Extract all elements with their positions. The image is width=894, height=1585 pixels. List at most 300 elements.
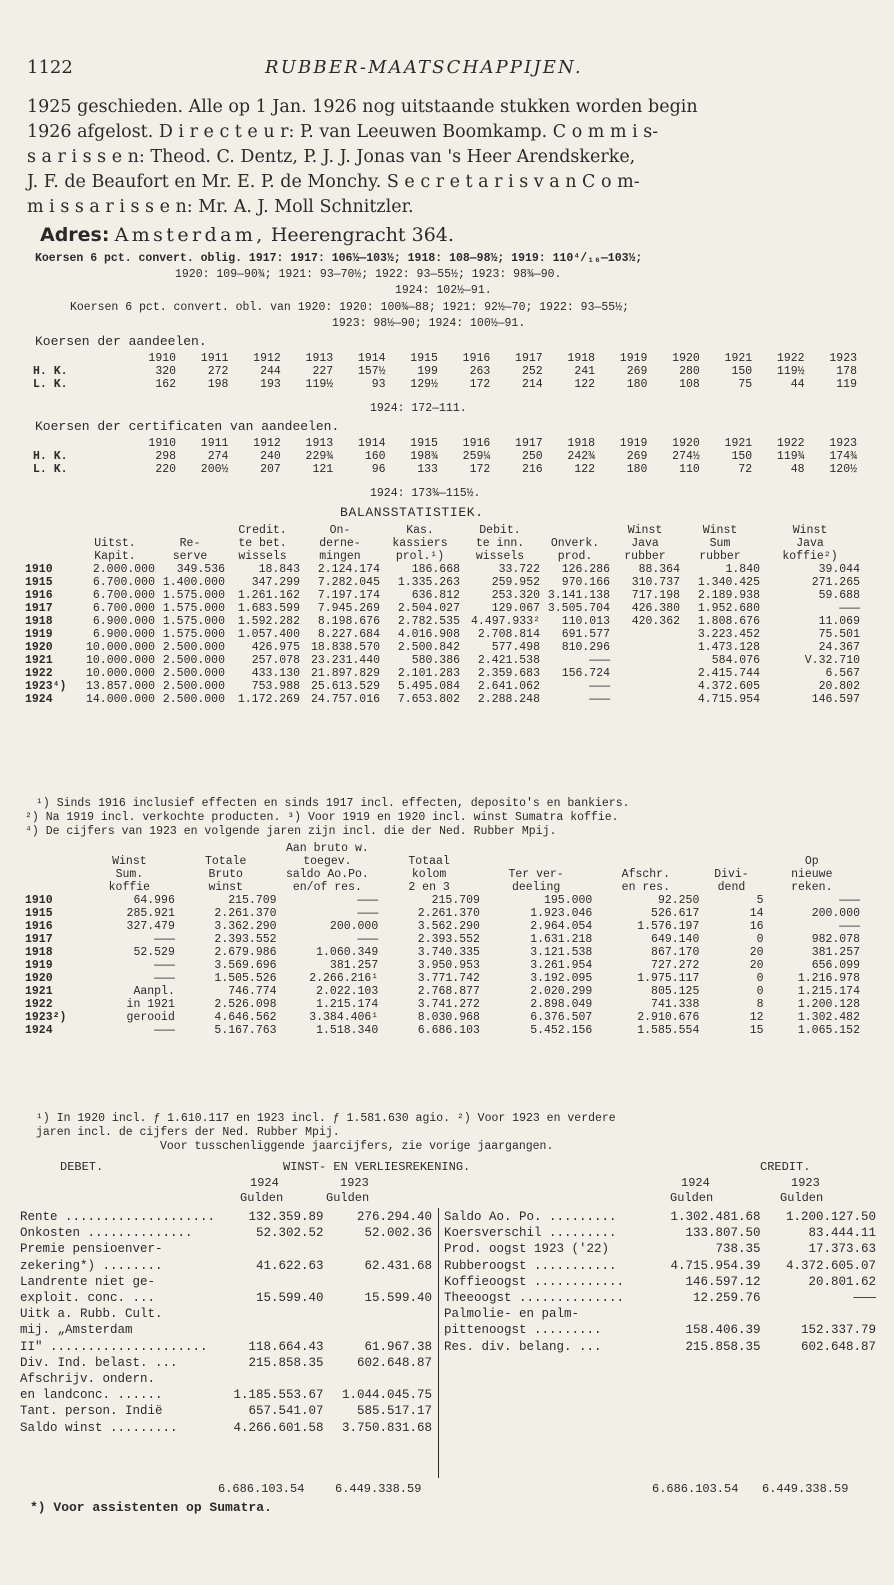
table-cell: 18.838.570 [310,641,380,654]
table-row [25,1011,860,1024]
table-cell: 2.910.676 [637,1011,700,1024]
wv-value-1924: 52.302.52 [256,1226,324,1241]
table-cell: 157½ [357,365,386,378]
table-cell: 2.124.174 [317,563,380,576]
column-header [25,550,75,563]
column-header: prol.¹) [395,550,445,563]
table-cell: 252 [521,365,543,378]
table-cell: 1.592.282 [237,615,300,628]
table-row [25,1024,860,1037]
wv-value-1923: 276.294.40 [356,1210,432,1224]
wv-value-1923: ——— [853,1291,876,1306]
wv-line [20,1403,432,1419]
table-cell: 150 [731,365,753,378]
table-cell: 259¼ [462,450,491,463]
column-header [592,842,699,855]
column-header [155,524,225,537]
table-cell: 2.101.283 [397,667,460,680]
wv-line [444,1274,876,1290]
wv-label: Landrente niet ge- [20,1274,156,1289]
table-cell: 3.950.953 [417,959,480,972]
column-header: Winst [112,855,147,868]
intro-line: m i s s a r i s s e n: Mr. A. J. Moll Schnitzler. [27,197,414,217]
wv-value-1923: 152.337.79 [800,1323,876,1338]
column-header: Sum [709,537,731,550]
column-header: te inn. [475,537,525,550]
column-header [378,842,480,855]
table-cell: 146.597 [811,693,860,706]
table-cell: 263 [469,365,491,378]
row-label [33,437,124,450]
table-cell: 1.261.162 [237,589,300,602]
column-header: On- [329,524,351,537]
wv-label: zekering*) ........ [20,1258,163,1273]
year-header: 1918 [567,352,596,365]
table-cell: 24.757.016 [310,693,380,706]
wv-value-1924 [645,1306,761,1322]
table-cell: 433.130 [251,667,300,680]
wv-value-1923: 1.044.045.75 [341,1388,432,1403]
table-cell: 6.700.000 [92,602,155,615]
column-header: kassiers [392,537,448,550]
wv-value-1923: 602.648.87 [800,1339,876,1354]
row-label: H. K. [33,365,68,378]
table-cell: 2.504.027 [397,602,460,615]
wv-value-1923: 4.372.605.07 [785,1258,876,1273]
wv-label: Koersverschil ......... [444,1226,617,1241]
column-header [699,855,763,868]
table-cell: 119½ [776,365,805,378]
row-year: 1923⁴) [25,680,67,693]
table-cell: 1.335.263 [397,576,460,589]
table-cell: 810.296 [561,641,610,654]
table-cell: 172 [469,463,491,476]
table-cell: 200.000 [329,920,379,933]
adres-label: Adres: [40,224,110,246]
balans-footnote: ¹) Sinds 1916 inclusief effecten en sinds 1917 incl. effecten, deposito's en bankiers. [36,797,630,810]
table-cell: 215.709 [228,894,277,907]
table-cell: 1.505.526 [214,972,277,985]
table-cell: 1.585.554 [637,1024,700,1037]
wv-line [444,1322,876,1338]
koersen-aandeelen-table [33,352,857,391]
table-cell: ——— [589,693,610,706]
table-cell: 0 [756,972,764,985]
table-cell: 3.384.406¹ [309,1011,379,1024]
table-cell: 6.700.000 [92,589,155,602]
table-header-row [25,881,860,894]
table-cell: 3.223.452 [697,628,760,641]
table-cell: 272 [207,365,229,378]
column-header: rubber [624,550,666,563]
table-cell: 3.192.095 [530,972,593,985]
wv-line [20,1225,432,1241]
table-row [33,463,857,476]
column-header: Kas. [406,524,434,537]
table-cell: 198¾ [410,450,438,463]
table-cell: 110.013 [561,615,610,628]
table-cell: 72 [738,463,753,476]
table-cell: 4.372.605 [697,680,760,693]
debet-label: DEBET. [60,1160,104,1174]
wv-line [20,1274,432,1290]
table-cell: 1.975.117 [637,972,700,985]
wv-value-1924: 657.541.07 [248,1404,324,1419]
table-cell: 8.198.676 [317,615,380,628]
intro-line: 1926 afgelost. D i r e c t e u r: P. van Leeuwen Boomkamp. C o m m i s- [27,122,659,142]
column-header: Java [631,537,659,550]
column-header: te bet. [238,537,287,550]
column-header [540,524,610,537]
column-header: koffie [108,881,151,894]
column-header [592,855,699,868]
column-header: nieuwe [791,868,833,881]
wv-label: Afschrijv. ondern. [20,1372,156,1387]
column-header: deeling [511,881,561,894]
column-header: en/of res. [292,881,362,894]
year-header: 1910 [148,437,177,450]
table-cell: 3.771.742 [417,972,480,985]
table-cell: 2.266.216¹ [309,972,379,985]
table-cell: 129.067 [491,602,540,615]
column-header: Kapit. [94,550,136,563]
table-cell: 753.988 [251,680,300,693]
table-row [33,378,857,391]
wv-value-1923: 17.373.63 [808,1242,876,1257]
year-header: 1920 [672,352,700,365]
year-header: 1915 [410,437,438,450]
table-cell: 119½ [305,378,334,391]
table-cell: 269 [626,365,648,378]
table-cell: 242¾ [567,450,596,463]
column-header: wissels [238,550,287,563]
wv-line [20,1209,432,1225]
wv-right-year-1923: 1923 [791,1176,820,1190]
table-cell: 2.020.299 [530,985,593,998]
table-cell: 727.272 [651,959,700,972]
balans-title: BALANSSTATISTIEK. [340,505,484,520]
table-cell: ——— [839,602,860,615]
table-cell: 207 [260,463,281,476]
table-cell: in 1921 [126,998,175,1011]
year-header: 1919 [619,352,648,365]
table-header-row [25,550,860,563]
wv-value-1924: 158.406.39 [685,1323,761,1338]
table-header-row [25,855,860,868]
wv-value-1923: 20.801.62 [808,1274,876,1289]
wv-label: Premie pensioenver- [20,1242,163,1257]
table-cell: 1.057.400 [237,628,300,641]
row-label [33,352,124,365]
table-cell: 2.500.000 [162,680,225,693]
table-cell: 2.500.000 [162,654,225,667]
year-header: 1918 [567,437,596,450]
table-row [25,920,860,933]
row-year: 1916 [25,589,53,602]
table-cell: 0 [756,933,764,946]
table-cell: 220 [155,463,177,476]
year-header: 1916 [462,352,491,365]
wv-label: Div. Ind. belast. ... [20,1355,178,1370]
table-cell: 584.076 [711,654,760,667]
table-cell: 1.575.000 [162,615,225,628]
wv-line [20,1420,432,1436]
table-cell: 2.708.814 [477,628,540,641]
wv-value-1923 [324,1371,432,1387]
table-cell: 2.261.370 [214,907,277,920]
wv-total-right-1924: 6.686.103.54 [652,1482,739,1496]
row-year: 1915 [25,907,53,920]
wv-label: Onkosten .............. [20,1226,193,1241]
column-header [25,537,75,550]
wv-value-1924: 4.266.601.58 [233,1420,324,1435]
table-cell: 121 [312,463,334,476]
table-cell: 2.768.877 [417,985,480,998]
table-cell: 15 [749,1024,764,1037]
wv-left-year-1923: 1923 [340,1176,369,1190]
column-header: dend [717,881,746,894]
table-row [25,680,860,693]
table-cell: 7.945.269 [317,602,380,615]
table-cell: 75.501 [818,628,860,641]
table-cell: 5.452.156 [530,1024,593,1037]
table-row [25,693,860,706]
table-cell: ——— [154,972,175,985]
table-cell: 280 [679,365,700,378]
running-title: RUBBER-MAATSCHAPPIJEN. [265,57,583,78]
table-cell: 3.261.954 [530,959,593,972]
wv-value-1923: 1.200.127.50 [785,1210,876,1224]
table-cell: 656.099 [811,959,860,972]
table-cell: 349.536 [176,563,225,576]
wv-value-1923 [324,1306,432,1322]
row-year: 1922 [25,998,53,1011]
row-year: 1910 [25,563,53,576]
table-cell: ——— [357,933,379,946]
table-cell: 2.500.000 [162,641,225,654]
table-cell: 4.646.562 [214,1011,277,1024]
table-cell: 5.495.084 [397,680,460,693]
table-cell: 10.000.000 [85,654,155,667]
table-cell: 200½ [200,463,229,476]
column-header: Java [796,537,824,550]
table-cell: 14 [749,907,764,920]
credit-label: CREDIT. [760,1160,811,1174]
column-header [25,842,84,855]
koersen-oblig-line: 1924: 102½—91. [395,284,492,297]
table-cell: 229¾ [305,450,334,463]
table-cell: 16 [749,920,764,933]
table-cell: 6.686.103 [417,1024,480,1037]
row-year: 1924 [25,1024,53,1037]
table-cell: ——— [154,1024,175,1037]
table-row [25,946,860,959]
column-header: Onverk. [550,537,600,550]
wv-title: WINST- EN VERLIESREKENING. [283,1160,471,1174]
table-cell: 2.679.986 [214,946,277,959]
wv-value-1923: 83.444.11 [808,1226,876,1241]
table-cell: 172 [469,378,491,391]
table-cell: 1.683.599 [237,602,300,615]
row-year: 1923²) [25,1011,67,1024]
table-cell: 11.069 [818,615,860,628]
table-cell: 347.299 [251,576,300,589]
table-row [33,450,857,463]
table-cell: 274 [207,450,229,463]
table-cell: V.32.710 [804,654,860,667]
wv-value-1923: 52.002.36 [364,1226,432,1241]
wv-value-1924: 4.715.954.39 [670,1258,761,1273]
table-cell: 1.473.128 [697,641,760,654]
row-year: 1915 [25,576,53,589]
table-cell: 241 [574,365,596,378]
table-cell: 180 [626,463,648,476]
table-cell: 150 [731,450,753,463]
wv-total-left-1923: 6.449.338.59 [335,1482,422,1496]
wv-label: Theeoogst .............. [444,1291,625,1306]
table-cell: 227 [312,365,334,378]
table-cell: 1.518.340 [316,1024,379,1037]
koersen-aandeelen-title: Koersen der aandeelen. [35,334,207,349]
table-row [25,985,860,998]
row-label: H. K. [33,450,68,463]
adres [40,224,454,246]
year-header: 1921 [724,352,753,365]
table-cell: 426.975 [251,641,300,654]
column-header [75,524,155,537]
wv-line [20,1241,432,1257]
table-cell: 44 [790,378,805,391]
table-cell: 649.140 [651,933,700,946]
koersen-oblig-line: Koersen 6 pct. convert. obl. van 1920: 1920: 100¾—88; 1921: 92½—70; 1922: 93—55½; [70,301,629,314]
table-cell: 4.715.954 [697,693,760,706]
wv-right-unit: Gulden [670,1191,714,1205]
winst-footnote: ¹) In 1920 incl. ƒ 1.610.117 en 1923 incl. ƒ 1.581.630 agio. ²) Voor 1923 en verdere [36,1112,616,1125]
column-header: Divi- [714,868,749,881]
table-cell: 2.393.552 [417,933,480,946]
column-header: Uitst. [94,537,136,550]
table-cell: 274½ [672,450,700,463]
table-cell: 1.575.000 [162,628,225,641]
table-cell: gerooid [126,1011,175,1024]
table-cell: 1.400.000 [162,576,225,589]
wv-label: Res. div. belang. ... [444,1339,602,1354]
wv-value-1923 [324,1241,432,1257]
column-header: Op [804,855,819,868]
table-cell: 3.569.696 [214,959,277,972]
wv-value-1923: 3.750.831.68 [341,1420,432,1435]
wv-line [20,1258,432,1274]
wv-value-1924 [215,1322,323,1338]
column-header: wissels [475,550,525,563]
table-cell: 21.897.829 [310,667,380,680]
table-cell: 1.631.218 [530,933,593,946]
table-cell: 122 [574,463,596,476]
table-cell [610,628,680,641]
table-cell: 52.529 [133,946,175,959]
column-header: 2 en 3 [408,881,450,894]
wv-label: Saldo Ao. Po. ......... [444,1210,617,1224]
wv-value-1924 [215,1306,323,1322]
balans-table [25,524,860,706]
table-cell: 8.227.684 [317,628,380,641]
table-row [25,972,860,985]
table-cell: 33.722 [498,563,540,576]
table-cell: 129½ [410,378,438,391]
table-cell: 3.741.272 [417,998,480,1011]
table-cell: 636.812 [411,589,460,602]
table-row [25,589,860,602]
table-cell: 195.000 [544,894,593,907]
table-cell: 310.737 [631,576,680,589]
column-header [84,842,175,855]
table-cell: 156.724 [561,667,610,680]
table-row [25,563,860,576]
table-cell: 1.575.000 [162,602,225,615]
koersen-oblig-line: 1920: 109—90¾; 1921: 93—70½; 1922: 93—55½; 1923: 98¾—90. [175,268,562,281]
wv-value-1924: 133.807.50 [685,1226,761,1241]
koersen-aandeelen-note: 1924: 172—111. [370,402,467,415]
wv-value-1924: 1.185.553.67 [233,1388,324,1403]
wv-value-1924: 15.599.40 [256,1291,324,1306]
table-cell: 2.359.683 [477,667,540,680]
wv-line [444,1339,876,1355]
year-header: 1913 [305,437,334,450]
wv-label: Rente .................... [20,1210,216,1224]
table-cell: ——— [589,654,610,667]
year-header: 1912 [253,352,281,365]
table-header-row [25,524,860,537]
koersen-certificaten-title: Koersen der certificaten van aandeelen. [35,419,340,434]
table-cell: 3.740.335 [417,946,480,959]
year-header: 1919 [619,437,648,450]
column-header [25,855,84,868]
table-cell: 805.125 [651,985,700,998]
table-cell: 4.497.933² [470,615,540,628]
wv-left-year-1924: 1924 [250,1176,279,1190]
koersen-oblig-line: 1923: 98½—90; 1924: 100½—91. [332,317,526,330]
table-header-row [33,352,857,365]
table-cell: 2.500.000 [162,693,225,706]
table-cell: 526.617 [651,907,700,920]
wv-line [20,1387,432,1403]
column-header: Re- [179,537,201,550]
table-cell: 160 [364,450,386,463]
table-row [25,894,860,907]
year-header: 1923 [829,352,857,365]
table-cell [610,641,680,654]
wv-line [444,1290,876,1306]
wv-total-left-1924: 6.686.103.54 [218,1482,305,1496]
wv-debet-table [20,1209,432,1436]
table-row [25,602,860,615]
column-header: Afschr. [621,868,670,881]
koersen-oblig-line: Koersen 6 pct. convert. oblig. 1917: 1917: 106½—103½; 1918: 108—98½; 1919: 110⁴/₁₆—103½; [35,252,643,265]
table-cell: 198 [207,378,229,391]
balans-footnote: ²) Na 1919 incl. verkochte producten. ³) Voor 1919 en 1920 incl. winst Sumatra koffie. [25,811,619,824]
table-cell: 3.121.538 [530,946,593,959]
table-cell: 1.576.197 [637,920,700,933]
table-cell: 285.921 [126,907,175,920]
table-cell: 2.261.370 [417,907,480,920]
wv-value-1923: 62.431.68 [364,1258,432,1273]
table-cell: 186.668 [411,563,460,576]
table-row [25,628,860,641]
table-cell: 215.709 [431,894,480,907]
table-row [25,959,860,972]
column-header: Winst [627,524,663,537]
column-header: reken. [791,881,833,894]
